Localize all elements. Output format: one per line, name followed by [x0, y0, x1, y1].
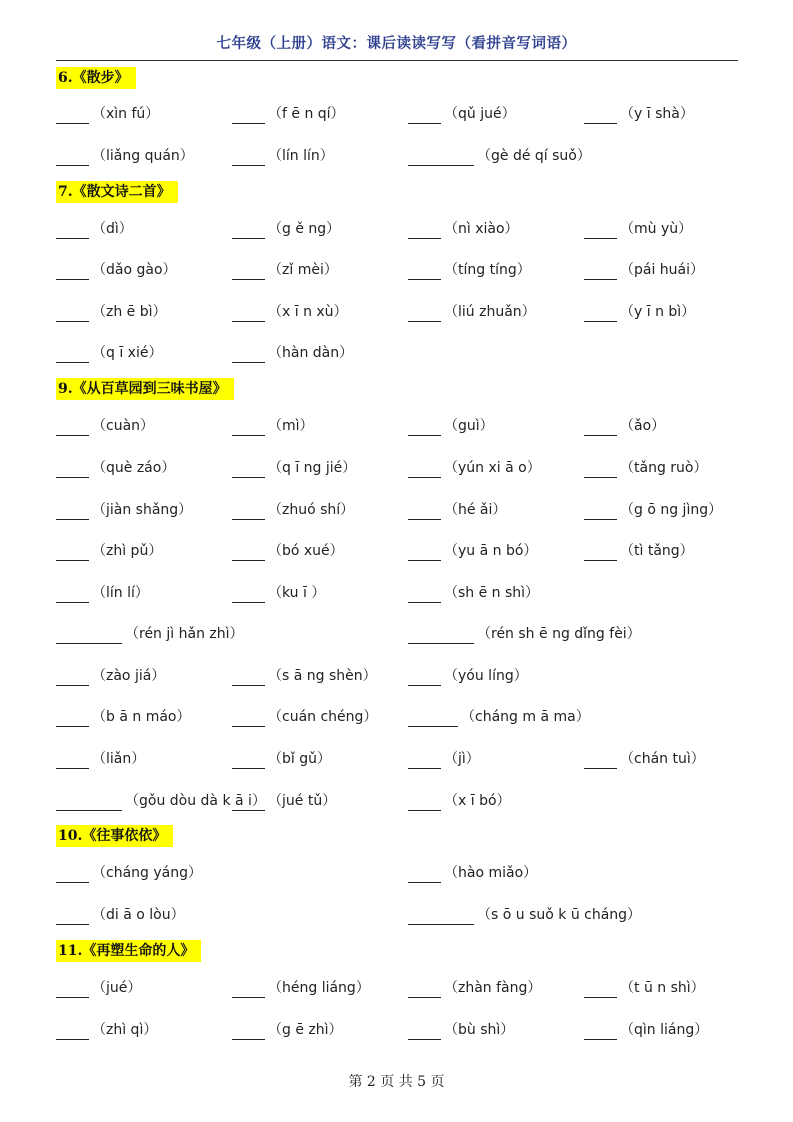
- answer-blank[interactable]: [56, 150, 89, 166]
- pinyin-entry: [408, 302, 536, 322]
- pinyin-prompt: （cuán chéng）: [268, 709, 378, 725]
- pinyin-entry: [584, 541, 694, 561]
- pinyin-entry: [232, 458, 356, 478]
- section-title: 7.《散文诗二首》: [56, 181, 178, 203]
- pinyin-entry: [56, 541, 162, 561]
- pinyin-prompt: （hàn dàn）: [268, 345, 354, 361]
- pinyin-prompt: （yún xi ā o）: [444, 460, 541, 476]
- answer-blank[interactable]: [408, 587, 441, 603]
- answer-blank[interactable]: [232, 264, 265, 280]
- pinyin-entry: [56, 624, 244, 644]
- answer-blank[interactable]: [232, 711, 265, 727]
- pinyin-prompt: （nì xiào）: [444, 221, 519, 237]
- pinyin-entry: [232, 749, 331, 769]
- answer-blank[interactable]: [408, 711, 458, 727]
- answer-blank[interactable]: [584, 306, 617, 322]
- answer-blank[interactable]: [56, 264, 89, 280]
- pinyin-prompt: （rén sh ē ng dǐng fèi）: [477, 626, 641, 642]
- pinyin-entry: [56, 416, 154, 436]
- pinyin-entry: [56, 583, 149, 603]
- answer-blank[interactable]: [232, 587, 265, 603]
- pinyin-prompt: （jué）: [92, 980, 142, 996]
- answer-blank[interactable]: [408, 1024, 441, 1040]
- answer-blank[interactable]: [56, 420, 89, 436]
- pinyin-entry: [584, 978, 705, 998]
- pinyin-entry: [56, 219, 133, 239]
- pinyin-entry: [56, 905, 185, 925]
- answer-blank[interactable]: [408, 909, 474, 925]
- answer-blank[interactable]: [56, 982, 89, 998]
- pinyin-entry: [232, 219, 340, 239]
- pinyin-prompt: （cháng yáng）: [92, 865, 202, 881]
- answer-blank[interactable]: [232, 1024, 265, 1040]
- answer-blank[interactable]: [408, 795, 441, 811]
- pinyin-entry: [408, 416, 494, 436]
- pinyin-prompt: （bó xué）: [268, 543, 344, 559]
- pinyin-prompt: （dǎo gào）: [92, 262, 177, 278]
- pinyin-prompt: （liǎng quán）: [92, 148, 194, 164]
- answer-blank[interactable]: [56, 462, 89, 478]
- pinyin-prompt: （liú zhuǎn）: [444, 304, 536, 320]
- pinyin-prompt: （f ē n qí）: [268, 106, 345, 122]
- answer-blank[interactable]: [56, 670, 89, 686]
- pinyin-prompt: （jué tǔ）: [268, 793, 337, 809]
- answer-blank[interactable]: [408, 982, 441, 998]
- pinyin-entry: [408, 666, 528, 686]
- pinyin-prompt: （tíng tíng）: [444, 262, 531, 278]
- pinyin-entry: [232, 541, 344, 561]
- pinyin-prompt: （liǎn）: [92, 751, 146, 767]
- answer-blank[interactable]: [408, 462, 441, 478]
- pinyin-entry: [56, 666, 165, 686]
- answer-blank[interactable]: [56, 867, 89, 883]
- pinyin-prompt: （gè dé qí suǒ）: [477, 148, 591, 164]
- pinyin-prompt: （zhàn fàng）: [444, 980, 542, 996]
- answer-blank[interactable]: [408, 545, 441, 561]
- pinyin-prompt: （zào jiá）: [92, 668, 166, 684]
- pinyin-entry: [584, 302, 695, 322]
- pinyin-prompt: （g ē zhì）: [268, 1022, 343, 1038]
- pinyin-prompt: （zhuó shí）: [268, 502, 355, 518]
- pinyin-prompt: （qǔ jué）: [444, 106, 516, 122]
- pinyin-prompt: （zǐ mèi）: [268, 262, 338, 278]
- pinyin-entry: [56, 500, 192, 520]
- pinyin-entry: [408, 978, 541, 998]
- pinyin-prompt: （mì）: [268, 418, 314, 434]
- answer-blank[interactable]: [56, 587, 89, 603]
- answer-blank[interactable]: [56, 795, 122, 811]
- pinyin-entry: [232, 146, 334, 166]
- pinyin-entry: [56, 1020, 157, 1040]
- answer-blank[interactable]: [408, 420, 441, 436]
- pinyin-prompt: （y ī shà）: [620, 106, 694, 122]
- pinyin-entry: [56, 302, 167, 322]
- pinyin-entry: [232, 500, 354, 520]
- pinyin-prompt: （què záo）: [92, 460, 176, 476]
- pinyin-prompt: （zhì qì）: [92, 1022, 158, 1038]
- pinyin-prompt: （héng liáng）: [268, 980, 370, 996]
- pinyin-entry: [408, 260, 531, 280]
- pinyin-entry: [584, 219, 692, 239]
- pinyin-prompt: （y ī n bì）: [620, 304, 696, 320]
- pinyin-entry: [232, 666, 377, 686]
- pinyin-prompt: （sh ē n shì）: [444, 585, 540, 601]
- pinyin-prompt: （ku ī ）: [268, 585, 326, 601]
- answer-blank[interactable]: [232, 545, 265, 561]
- pinyin-prompt: （tì tǎng）: [620, 543, 694, 559]
- pinyin-entry: [408, 624, 641, 644]
- answer-blank[interactable]: [56, 628, 122, 644]
- answer-blank[interactable]: [408, 670, 441, 686]
- pinyin-entry: [56, 260, 177, 280]
- answer-blank[interactable]: [56, 545, 89, 561]
- pinyin-prompt: （q ī ng jié）: [268, 460, 357, 476]
- answer-blank[interactable]: [584, 1024, 617, 1040]
- pinyin-entry: [584, 104, 694, 124]
- answer-blank[interactable]: [584, 753, 617, 769]
- pinyin-prompt: （bù shì）: [444, 1022, 515, 1038]
- answer-blank[interactable]: [232, 795, 265, 811]
- pinyin-prompt: （s ō u suǒ k ū cháng）: [477, 907, 642, 923]
- pinyin-entry: [232, 791, 336, 811]
- answer-blank[interactable]: [232, 504, 265, 520]
- pinyin-prompt: （ǎo）: [620, 418, 666, 434]
- answer-blank[interactable]: [56, 306, 89, 322]
- pinyin-entry: [408, 749, 480, 769]
- pinyin-entry: [232, 343, 353, 363]
- pinyin-prompt: （cháng m ā ma）: [461, 709, 590, 725]
- answer-blank[interactable]: [584, 504, 617, 520]
- pinyin-prompt: （rén jì hǎn zhì）: [125, 626, 244, 642]
- pinyin-entry: [584, 500, 722, 520]
- pinyin-entry: [408, 863, 537, 883]
- pinyin-entry: [232, 416, 314, 436]
- section-title: 10.《往事依依》: [56, 825, 173, 847]
- answer-blank[interactable]: [232, 462, 265, 478]
- section-title: 9.《从百草园到三味书屋》: [56, 378, 234, 400]
- pinyin-prompt: （jiàn shǎng）: [92, 502, 193, 518]
- pinyin-entry: [232, 302, 348, 322]
- pinyin-prompt: （x ī n xù）: [268, 304, 348, 320]
- page-footer: 第 2 页 共 5 页: [348, 1074, 445, 1090]
- pinyin-prompt: （bǐ gǔ）: [268, 751, 331, 767]
- answer-blank[interactable]: [408, 264, 441, 280]
- answer-blank[interactable]: [56, 504, 89, 520]
- answer-blank[interactable]: [232, 420, 265, 436]
- pinyin-entry: [408, 707, 590, 727]
- pinyin-entry: [56, 343, 162, 363]
- pinyin-entry: [584, 260, 704, 280]
- section-title: 6.《散步》: [56, 67, 136, 89]
- answer-blank[interactable]: [232, 306, 265, 322]
- pinyin-prompt: （lín lí）: [92, 585, 149, 601]
- pinyin-entry: [584, 1020, 708, 1040]
- pinyin-entry: [56, 146, 194, 166]
- pinyin-entry: [408, 219, 519, 239]
- pinyin-prompt: （jì）: [444, 751, 480, 767]
- pinyin-entry: [408, 791, 511, 811]
- pinyin-prompt: （x ī bó）: [444, 793, 511, 809]
- pinyin-entry: [232, 707, 377, 727]
- pinyin-prompt: （pái huái）: [620, 262, 705, 278]
- answer-blank[interactable]: [232, 670, 265, 686]
- answer-blank[interactable]: [584, 462, 617, 478]
- pinyin-entry: [584, 416, 665, 436]
- answer-blank[interactable]: [408, 504, 441, 520]
- pinyin-prompt: （lín lín）: [268, 148, 334, 164]
- pinyin-prompt: （hào miǎo）: [444, 865, 538, 881]
- answer-blank[interactable]: [232, 223, 265, 239]
- pinyin-entry: [232, 978, 370, 998]
- answer-blank[interactable]: [408, 150, 474, 166]
- answer-blank[interactable]: [232, 347, 265, 363]
- pinyin-prompt: （yu ā n bó）: [444, 543, 538, 559]
- pinyin-prompt: （qìn liáng）: [620, 1022, 709, 1038]
- answer-blank[interactable]: [584, 420, 617, 436]
- pinyin-prompt: （b ā n máo）: [92, 709, 191, 725]
- pinyin-prompt: （cuàn）: [92, 418, 155, 434]
- page-header-title: 七年级（上册）语文：课后读读写写（看拼音写词语）: [216, 35, 577, 52]
- answer-blank[interactable]: [408, 753, 441, 769]
- pinyin-entry: [408, 500, 506, 520]
- answer-blank[interactable]: [584, 264, 617, 280]
- answer-blank[interactable]: [232, 108, 265, 124]
- pinyin-entry: [232, 104, 345, 124]
- pinyin-entry: [408, 1020, 514, 1040]
- pinyin-prompt: （chán tuì）: [620, 751, 705, 767]
- pinyin-entry: [56, 978, 141, 998]
- pinyin-entry: [232, 260, 338, 280]
- pinyin-prompt: （zh ē bì）: [92, 304, 167, 320]
- pinyin-entry: [56, 863, 202, 883]
- answer-blank[interactable]: [56, 347, 89, 363]
- answer-blank[interactable]: [408, 628, 474, 644]
- answer-blank[interactable]: [56, 1024, 89, 1040]
- section-title: 11.《再塑生命的人》: [56, 940, 201, 962]
- answer-blank[interactable]: [232, 982, 265, 998]
- pinyin-prompt: （guì）: [444, 418, 494, 434]
- pinyin-prompt: （s ā ng shèn）: [268, 668, 377, 684]
- pinyin-entry: [408, 458, 541, 478]
- pinyin-prompt: （hé ǎi）: [444, 502, 507, 518]
- pinyin-prompt: （xìn fú）: [92, 106, 160, 122]
- answer-blank[interactable]: [232, 753, 265, 769]
- pinyin-entry: [584, 458, 707, 478]
- answer-blank[interactable]: [408, 306, 441, 322]
- answer-blank[interactable]: [56, 711, 89, 727]
- pinyin-entry: [584, 749, 705, 769]
- pinyin-entry: [56, 707, 190, 727]
- answer-blank[interactable]: [408, 867, 441, 883]
- pinyin-entry: [56, 104, 159, 124]
- answer-blank[interactable]: [56, 108, 89, 124]
- answer-blank[interactable]: [584, 545, 617, 561]
- answer-blank[interactable]: [56, 223, 89, 239]
- pinyin-entry: [56, 458, 175, 478]
- pinyin-prompt: （zhì pǔ）: [92, 543, 163, 559]
- pinyin-prompt: （q ī xié）: [92, 345, 163, 361]
- pinyin-prompt: （dì）: [92, 221, 133, 237]
- answer-blank[interactable]: [584, 982, 617, 998]
- pinyin-entry: [408, 905, 641, 925]
- answer-blank[interactable]: [56, 909, 89, 925]
- pinyin-entry: [408, 583, 539, 603]
- pinyin-prompt: （g ě ng）: [268, 221, 341, 237]
- answer-blank[interactable]: [584, 223, 617, 239]
- pinyin-entry: [408, 104, 516, 124]
- pinyin-prompt: （tǎng ruò）: [620, 460, 708, 476]
- pinyin-prompt: （t ū n shì）: [620, 980, 705, 996]
- pinyin-entry: [408, 146, 591, 166]
- pinyin-prompt: （yóu líng）: [444, 668, 528, 684]
- pinyin-prompt: （g ō ng jìng）: [620, 502, 723, 518]
- pinyin-prompt: （mù yù）: [620, 221, 693, 237]
- answer-blank[interactable]: [408, 108, 441, 124]
- pinyin-prompt: （gǒu dòu dà k ā i）: [125, 793, 266, 809]
- answer-blank[interactable]: [56, 753, 89, 769]
- pinyin-entry: [232, 1020, 343, 1040]
- pinyin-prompt: （di ā o lòu）: [92, 907, 185, 923]
- answer-blank[interactable]: [232, 150, 265, 166]
- pinyin-entry: [56, 749, 145, 769]
- pinyin-entry: [232, 583, 325, 603]
- answer-blank[interactable]: [584, 108, 617, 124]
- pinyin-entry: [408, 541, 537, 561]
- answer-blank[interactable]: [408, 223, 441, 239]
